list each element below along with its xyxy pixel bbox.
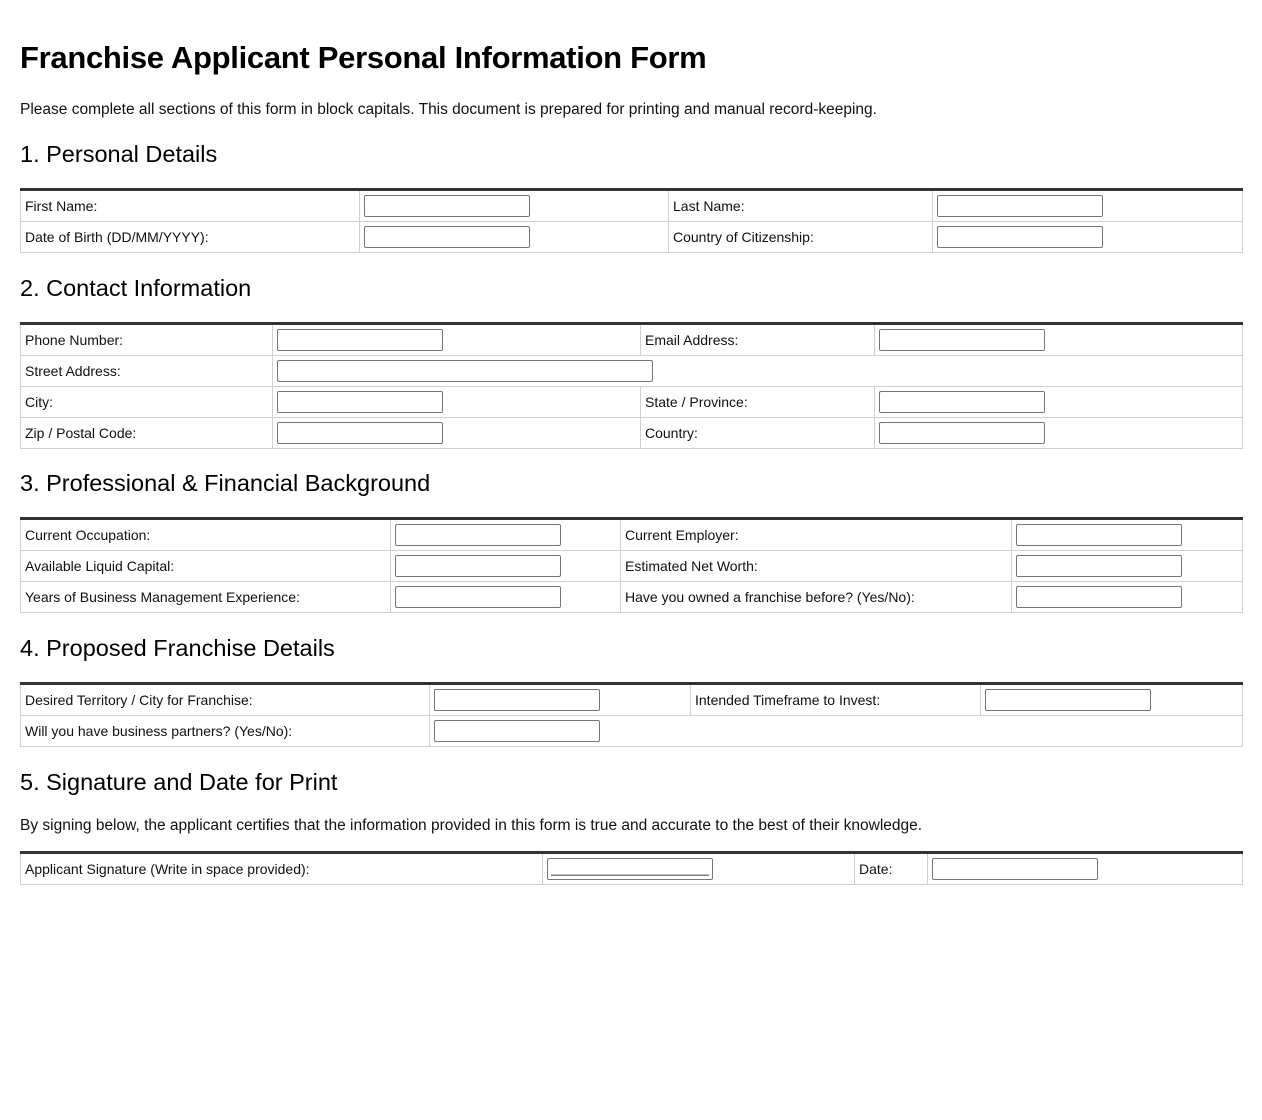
zip-cell <box>273 418 641 449</box>
signature-table <box>20 851 1243 885</box>
street-address-field[interactable] <box>277 360 653 382</box>
citizenship-field[interactable] <box>937 226 1103 248</box>
citizenship-label: Country of Citizenship: <box>669 222 933 253</box>
owned-before-cell <box>1012 582 1243 613</box>
partners-cell <box>430 716 1243 747</box>
employer-field[interactable] <box>1016 524 1182 546</box>
country-cell <box>875 418 1243 449</box>
occupation-field[interactable] <box>395 524 561 546</box>
phone-field[interactable] <box>277 329 443 351</box>
last-name-label: Last Name: <box>669 190 933 222</box>
country-label: Country: <box>641 418 875 449</box>
country-field[interactable] <box>879 422 1045 444</box>
personal-details-table <box>20 188 1243 253</box>
table-row <box>21 551 1243 582</box>
timeframe-cell <box>981 684 1243 716</box>
liquid-capital-cell <box>391 551 621 582</box>
email-label: Email Address: <box>641 324 875 356</box>
state-field[interactable] <box>879 391 1045 413</box>
table-row <box>21 222 1243 253</box>
owned-before-field[interactable] <box>1016 586 1182 608</box>
signature-cell <box>543 853 855 885</box>
net-worth-label: Estimated Net Worth: <box>621 551 1012 582</box>
liquid-capital-field[interactable] <box>395 555 561 577</box>
table-row <box>21 324 1243 356</box>
table-row <box>21 582 1243 613</box>
section-heading-signature: 5. Signature and Date for Print <box>20 769 338 795</box>
table-row <box>21 716 1243 747</box>
professional-background-table <box>20 517 1243 613</box>
timeframe-label: Intended Timeframe to Invest: <box>691 684 981 716</box>
net-worth-cell <box>1012 551 1243 582</box>
signature-field[interactable] <box>547 858 713 880</box>
state-label: State / Province: <box>641 387 875 418</box>
experience-label: Years of Business Management Experience: <box>21 582 391 613</box>
zip-label: Zip / Postal Code: <box>21 418 273 449</box>
employer-cell <box>1012 519 1243 551</box>
email-cell <box>875 324 1243 356</box>
date-cell <box>928 853 1243 885</box>
partners-field[interactable] <box>434 720 600 742</box>
territory-label: Desired Territory / City for Franchise: <box>21 684 430 716</box>
zip-field[interactable] <box>277 422 443 444</box>
email-field[interactable] <box>879 329 1045 351</box>
partners-label: Will you have business partners? (Yes/No): <box>21 716 430 747</box>
signature-label: Applicant Signature (Write in space provided): <box>21 853 543 885</box>
city-cell <box>273 387 641 418</box>
section-heading-contact: 2. Contact Information <box>20 275 252 301</box>
table-row <box>21 387 1243 418</box>
state-cell <box>875 387 1243 418</box>
phone-cell <box>273 324 641 356</box>
city-label: City: <box>21 387 273 418</box>
city-field[interactable] <box>277 391 443 413</box>
table-row <box>21 190 1243 222</box>
last-name-field[interactable] <box>937 195 1103 217</box>
table-row <box>21 519 1243 551</box>
first-name-label: First Name: <box>21 190 360 222</box>
date-field[interactable] <box>932 858 1098 880</box>
page-title: Franchise Applicant Personal Information Form <box>20 40 707 75</box>
occupation-cell <box>391 519 621 551</box>
dob-field[interactable] <box>364 226 530 248</box>
liquid-capital-label: Available Liquid Capital: <box>21 551 391 582</box>
first-name-cell <box>360 190 669 222</box>
timeframe-field[interactable] <box>985 689 1151 711</box>
certification-note: By signing below, the applicant certifies that the information provided in this form is true and accurate to the best of their knowledge. <box>20 817 923 834</box>
table-row <box>21 356 1243 387</box>
street-label: Street Address: <box>21 356 273 387</box>
intro-text: Please complete all sections of this form in block capitals. This document is prepared for printing and manual record-keeping. <box>20 101 877 118</box>
table-row <box>21 684 1243 716</box>
contact-info-table <box>20 322 1243 449</box>
employer-label: Current Employer: <box>621 519 1012 551</box>
street-cell <box>273 356 1243 387</box>
occupation-label: Current Occupation: <box>21 519 391 551</box>
dob-cell <box>360 222 669 253</box>
first-name-field[interactable] <box>364 195 530 217</box>
date-label: Date: <box>855 853 928 885</box>
last-name-cell <box>933 190 1243 222</box>
table-row <box>21 418 1243 449</box>
experience-cell <box>391 582 621 613</box>
franchise-details-table <box>20 682 1243 747</box>
net-worth-field[interactable] <box>1016 555 1182 577</box>
section-heading-personal: 1. Personal Details <box>20 141 218 167</box>
section-heading-franchise: 4. Proposed Franchise Details <box>20 635 335 661</box>
section-heading-professional: 3. Professional & Financial Background <box>20 470 431 496</box>
table-row <box>21 853 1243 885</box>
experience-field[interactable] <box>395 586 561 608</box>
citizenship-cell <box>933 222 1243 253</box>
dob-label: Date of Birth (DD/MM/YYYY): <box>21 222 360 253</box>
owned-before-label: Have you owned a franchise before? (Yes/No): <box>621 582 1012 613</box>
territory-cell <box>430 684 691 716</box>
phone-label: Phone Number: <box>21 324 273 356</box>
territory-field[interactable] <box>434 689 600 711</box>
